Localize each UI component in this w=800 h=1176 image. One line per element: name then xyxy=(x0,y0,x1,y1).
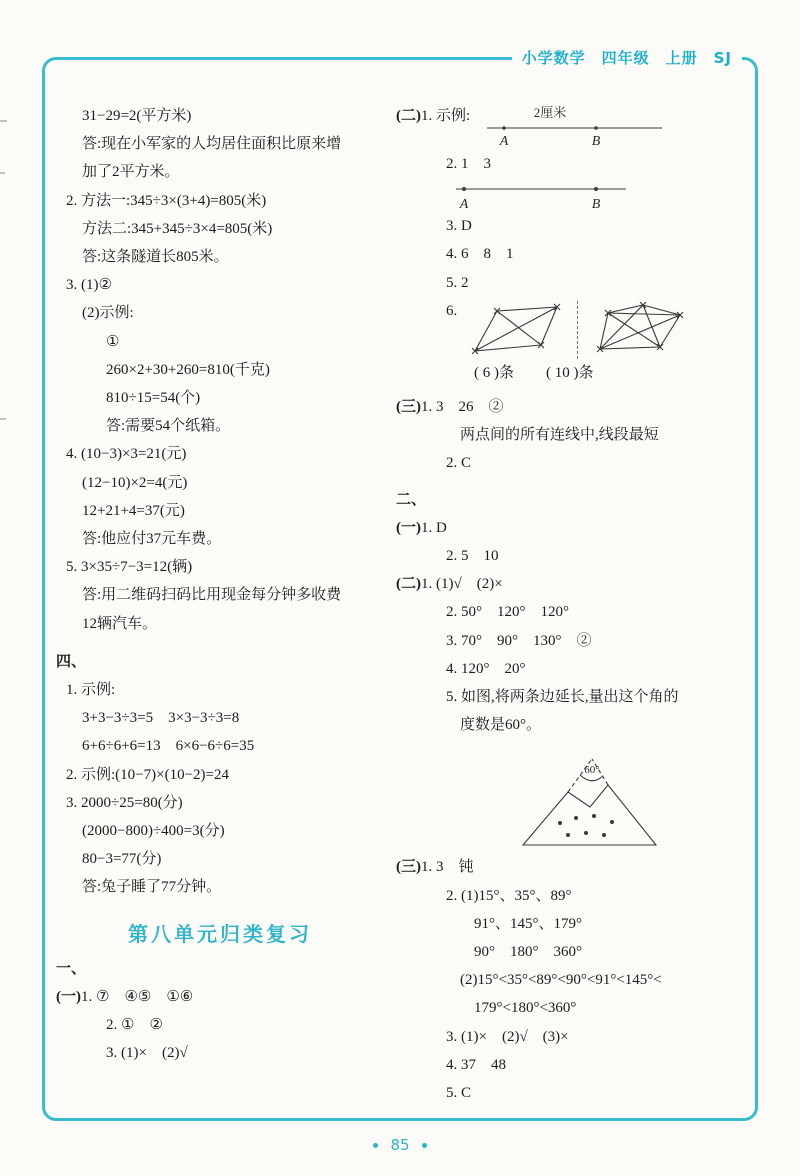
binding-mark xyxy=(0,120,7,122)
answer-text: 2. C xyxy=(446,455,472,472)
answer-line xyxy=(396,269,748,297)
answer-line xyxy=(56,215,384,243)
answer-line xyxy=(56,1039,384,1067)
answer-text: 91°、145°、179° xyxy=(474,915,582,932)
footer-dot xyxy=(373,1143,378,1148)
answer-text: 179°<180°<360° xyxy=(474,1000,577,1017)
answer-line xyxy=(56,1011,384,1039)
answer-line xyxy=(396,570,748,598)
answer-line xyxy=(56,299,384,327)
answer-line xyxy=(56,648,384,676)
answer-text: 答:现在小军家的人均居住面积比原来增 xyxy=(82,136,342,153)
page-content xyxy=(56,102,748,1107)
panel-divider xyxy=(577,301,688,359)
answer-text: 1. 3 钝 xyxy=(421,859,474,876)
answers-block xyxy=(396,853,748,1107)
answer-text: (2000−800)÷400=3(分) xyxy=(82,823,225,840)
answer-text: 3. D xyxy=(446,218,472,235)
answer-line xyxy=(56,817,384,845)
answer-text: 2. (1)15°、35°、89° xyxy=(446,887,572,904)
answer-line xyxy=(396,393,748,421)
item-marker: 6. xyxy=(446,302,458,319)
answer-text: 810÷15=54(个) xyxy=(106,390,201,407)
answer-line xyxy=(396,486,748,514)
answer-line xyxy=(396,994,748,1022)
answer-text: 4. 37 48 xyxy=(446,1056,507,1073)
section-marker: (二) xyxy=(396,576,421,593)
answer-line xyxy=(56,525,384,553)
answer-line xyxy=(56,983,384,1011)
answer-line xyxy=(396,938,748,966)
answer-text: 5. 3×35÷7−3=12(辆) xyxy=(66,559,193,576)
footer-dot xyxy=(422,1143,427,1148)
answer-text: 3. 2000÷25=80(分) xyxy=(66,794,183,811)
left-column xyxy=(56,102,384,1107)
answers-block xyxy=(396,150,748,178)
answer-line xyxy=(56,873,384,901)
answer-line xyxy=(56,412,384,440)
answer-line xyxy=(56,102,384,130)
binding-mark xyxy=(0,418,6,420)
answer-text: 12+21+4=37(元) xyxy=(82,502,185,519)
answer-text: 5. C xyxy=(446,1085,472,1102)
connections-figure-4points xyxy=(469,301,567,359)
answer-text: 90° 180° 360° xyxy=(474,944,582,961)
answer-line xyxy=(56,469,384,497)
answer-line xyxy=(396,598,748,626)
answer-text: (2)15°<35°<89°<90°<91°<145°< xyxy=(460,972,662,989)
answer-line xyxy=(396,449,748,477)
answer-text: 答:用二维码扫码比用现金每分钟多收费 xyxy=(82,587,342,604)
line-ab-figure xyxy=(454,178,632,212)
section-marker: (一) xyxy=(56,988,81,1005)
answer-text: 4. 6 8 1 xyxy=(446,246,514,263)
answer-line xyxy=(396,212,748,240)
answer-line xyxy=(396,1051,748,1079)
section-marker: (一) xyxy=(396,519,421,536)
point-b-label: B xyxy=(591,134,601,149)
answer-line xyxy=(56,328,384,356)
answer-text: 5. 2 xyxy=(446,274,469,291)
answers-block xyxy=(396,393,748,739)
answer-line xyxy=(56,497,384,525)
answer-line xyxy=(56,704,384,732)
answer-line xyxy=(396,853,748,881)
answer-text: 4. (10−3)×3=21(元) xyxy=(66,446,187,463)
answer-line xyxy=(56,271,384,299)
answer-text: 2. 示例:(10−7)×(10−2)=24 xyxy=(66,766,229,783)
answers-block xyxy=(56,102,384,902)
answer-text: 5. 如图,将两条边延长,量出这个角的 xyxy=(446,689,679,706)
answer-line xyxy=(56,384,384,412)
count-right: ( 10 )条 xyxy=(546,364,594,381)
answers-block xyxy=(396,212,748,297)
answer-line xyxy=(56,955,384,983)
answer-text: 31−29=2(平方米) xyxy=(82,108,192,124)
answer-line xyxy=(56,581,384,609)
answer-text: (12−10)×2=4(元) xyxy=(82,474,188,491)
answer-text: 答:他应付37元车费。 xyxy=(82,531,222,548)
answer-text: 3. (1)× (2)√ (3)× xyxy=(446,1028,569,1045)
answer-text: 二、 xyxy=(396,491,427,508)
answer-line xyxy=(56,243,384,271)
answer-text: 2. ① ② xyxy=(106,1017,163,1034)
answer-line xyxy=(396,102,470,130)
answer-line xyxy=(56,761,384,789)
section-marker: (三) xyxy=(396,859,421,876)
answer-text: 2. 50° 120° 120° xyxy=(446,604,569,621)
answer-line xyxy=(396,150,748,178)
answer-text: ① xyxy=(106,333,120,350)
answer-line xyxy=(396,627,748,655)
answer-line xyxy=(396,966,748,994)
section-marker: (二) xyxy=(396,108,421,124)
answer-text: 度数是60°。 xyxy=(460,717,541,734)
answer-text: 四、 xyxy=(56,653,87,670)
answer-text: 方法二:345+345÷3×4=805(米) xyxy=(82,220,273,237)
answer-line xyxy=(56,553,384,581)
answer-text: (2)示例: xyxy=(82,305,134,322)
answer-text: 答:兔子睡了77分钟。 xyxy=(82,879,222,896)
answer-text: 260×2+30+260=810(千克) xyxy=(106,361,270,378)
segment-2cm-figure xyxy=(482,104,670,150)
answer-line xyxy=(56,610,384,638)
answer-line xyxy=(56,158,384,186)
answer-line xyxy=(396,240,748,268)
answer-line xyxy=(56,789,384,817)
answer-text: 2. 5 10 xyxy=(446,548,499,565)
unit-review-heading: 第八单元归类复习 xyxy=(128,921,312,946)
answer-line xyxy=(56,130,384,158)
count-left: ( 6 )条 xyxy=(474,364,514,381)
answer-text: 两点间的所有连线中,线段最短 xyxy=(460,427,659,444)
connections-figure-5points xyxy=(588,301,688,359)
answer-line xyxy=(396,910,748,938)
answer-text: 1. 3 26 ② xyxy=(421,399,504,416)
answer-line xyxy=(396,882,748,910)
page-footer xyxy=(0,1136,800,1154)
answer-text: 答:这条隧道长805米。 xyxy=(82,249,229,266)
point-a-label: A xyxy=(499,134,509,149)
answer-line xyxy=(396,711,748,739)
answer-line xyxy=(396,542,748,570)
binding-mark xyxy=(0,172,5,174)
answer-text: 3. (1)② xyxy=(66,277,112,294)
answer-text: 3. 70° 90° 130° ② xyxy=(446,632,592,649)
answer-text: 1. ⑦ ④⑤ ①⑥ xyxy=(81,988,194,1005)
answer-text: 1. D xyxy=(421,519,447,536)
answer-line xyxy=(396,683,748,711)
answer-line xyxy=(56,356,384,384)
answer-text: 12辆汽车。 xyxy=(82,615,158,632)
angle-triangle-wrap xyxy=(508,745,748,849)
answer-text: 4. 120° 20° xyxy=(446,660,526,677)
page-header-title: 小学数学 四年级 上册 SJ xyxy=(512,47,742,68)
answer-line xyxy=(56,732,384,760)
angle-label: 60° xyxy=(584,764,600,777)
answer-text: 6+6÷6+6=13 6×6−6÷6=35 xyxy=(82,738,255,755)
answer-text: 3. (1)× (2)√ xyxy=(106,1045,188,1062)
page-number: 85 xyxy=(390,1136,410,1154)
point-a-label: A xyxy=(459,197,469,213)
answer-line xyxy=(396,1079,748,1107)
answer-text: 1. (1)√ (2)× xyxy=(421,576,503,593)
answer-line xyxy=(396,655,748,683)
answer-text: 1. 示例: xyxy=(66,682,116,699)
answer-line xyxy=(396,1023,748,1051)
answer-line xyxy=(396,297,457,325)
answer-text: 2. 方法一:345÷3×(3+4)=805(米) xyxy=(66,192,267,209)
answer-line xyxy=(56,676,384,704)
answer-text: 答:需要54个纸箱。 xyxy=(106,418,231,435)
connections-panels xyxy=(469,301,688,359)
answer-text: 1. 示例: xyxy=(421,108,471,124)
answer-line xyxy=(56,440,384,468)
segment-example-row xyxy=(396,102,748,150)
answer-text: 加了2平方米。 xyxy=(82,164,180,181)
answers-block xyxy=(56,955,384,1068)
answer-line xyxy=(56,187,384,215)
angle-triangle-figure xyxy=(508,745,676,849)
answer-line xyxy=(396,421,748,449)
connections-row xyxy=(396,297,748,359)
section-marker: (三) xyxy=(396,399,421,416)
segment-length-label: 2厘米 xyxy=(533,105,567,120)
answer-line xyxy=(56,845,384,873)
answer-text: 80−3=77(分) xyxy=(82,851,162,868)
answer-line xyxy=(396,514,748,542)
answer-text: 2. 1 3 xyxy=(446,156,492,172)
answer-text: 3+3−3÷3=5 3×3−3÷3=8 xyxy=(82,710,240,727)
right-column xyxy=(396,102,748,1107)
point-b-label: B xyxy=(591,197,601,213)
answer-text: 一、 xyxy=(56,960,87,977)
segment-counts-line xyxy=(396,359,748,387)
